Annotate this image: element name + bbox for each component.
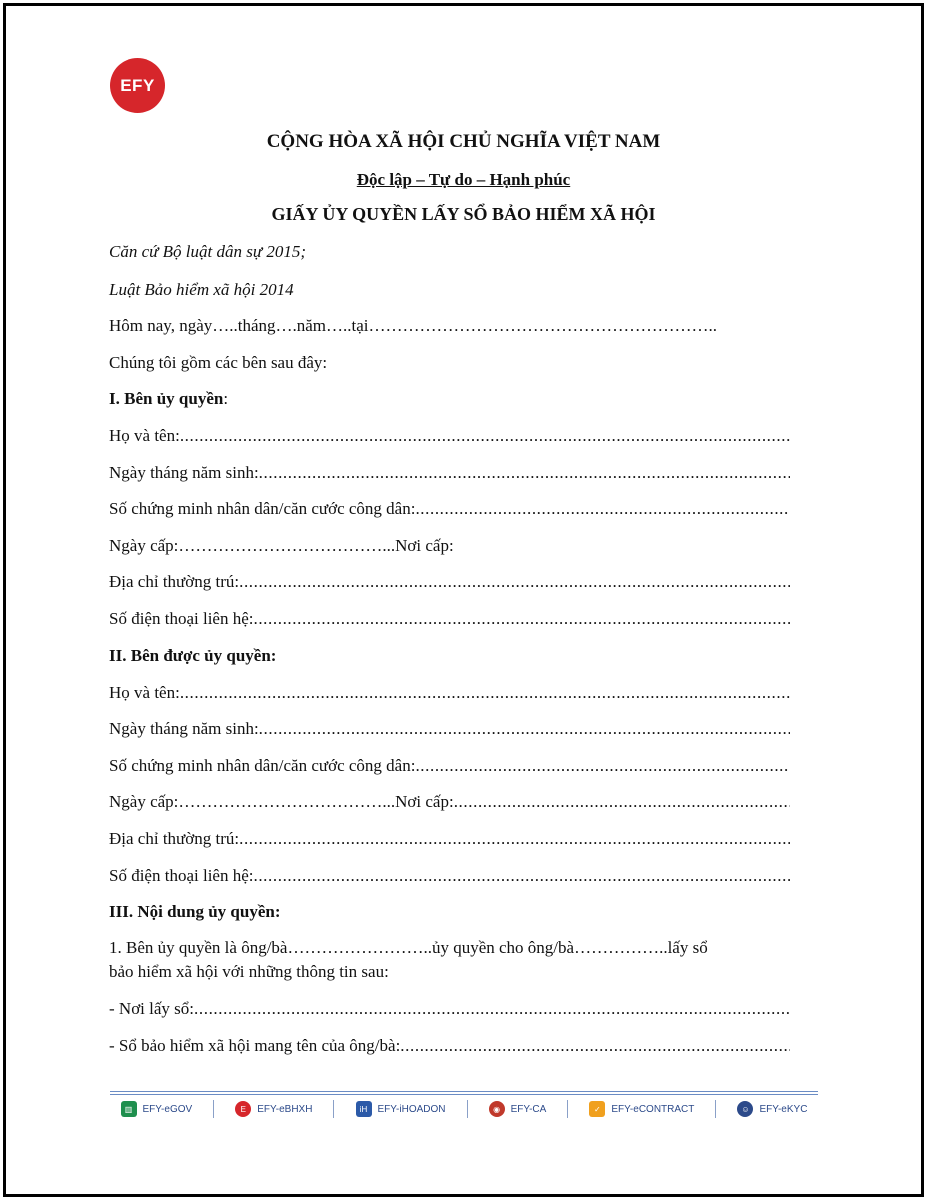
dotted-leader [259,719,790,739]
section-1-heading-text: I. Bên ủy quyền [109,389,224,408]
efy-logo [110,58,165,113]
s2-issue-field[interactable] [109,792,790,812]
s2-phone-field[interactable] [109,866,790,886]
footer-item-ekyc[interactable] [737,1101,807,1117]
basis-line-2: Luật Bảo hiểm xã hội 2014 [109,280,294,299]
dotted-leader [253,866,790,886]
section-2-heading: II. Bên được ủy quyền: [109,646,277,665]
national-title: CỘNG HÒA XÃ HỘI CHỦ NGHĨA VIỆT NAM [266,131,661,152]
footer-label: EFY-eCONTRACT [611,1103,695,1115]
footer-item-ca[interactable] [489,1101,547,1117]
footer-divider [333,1100,334,1118]
footer-item-ebhxh[interactable] [235,1101,312,1117]
s1-id-field[interactable] [109,499,790,519]
s1-name-label: Họ và tên: [109,426,180,445]
footer-label: EFY-eKYC [759,1103,808,1115]
footer-divider [715,1100,716,1118]
contract-icon: ✓ [589,1101,605,1117]
s2-id-label: Số chứng minh nhân dân/căn cước công dân: [109,756,416,775]
s1-issue-field[interactable]: Ngày cấp:………………………………...Nơi cấp: [109,536,454,555]
footer-rule [110,1094,818,1095]
footer-bar [110,1098,818,1120]
dotted-leader [194,999,790,1019]
footer-divider [213,1100,214,1118]
s2-address-label: Địa chỉ thường trú: [109,829,240,848]
s2-id-field[interactable] [109,756,790,776]
dotted-leader [180,426,790,446]
section-3-heading: III. Nội dung ủy quyền: [109,902,281,921]
building-icon: ▥ [121,1101,137,1117]
dotted-leader [239,829,790,849]
dotted-leader [259,463,790,483]
logo-text: EFY [120,75,155,95]
s2-issue-label: Ngày cấp:………………………………...Nơi cấp: [109,792,454,811]
s3-paragraph-line-2: bảo hiểm xã hội với những thông tin sau: [109,962,389,981]
s3-place-label: - Nơi lấy sổ: [109,999,195,1018]
s1-dob-field[interactable] [109,463,790,483]
s1-phone-label: Số điện thoại liên hệ: [109,609,254,628]
efy-circle-icon: E [235,1101,251,1117]
s2-address-field[interactable] [109,829,790,849]
s3-place-field[interactable] [109,999,790,1019]
footer-label: EFY-eBHXH [257,1103,313,1115]
footer-item-econtract[interactable] [589,1101,694,1117]
dotted-leader [253,609,790,629]
s2-dob-label: Ngày tháng năm sinh: [109,719,259,738]
s1-address-label: Địa chỉ thường trú: [109,572,240,591]
dotted-leader [400,1036,790,1056]
s3-paragraph-line-1: 1. Bên ủy quyền là ông/bà……………………..ủy quyền cho ông/bà……………..lấy sổ [109,938,708,957]
date-line: Hôm nay, ngày…..tháng….năm…..tại…………………………………………………….. [109,316,718,335]
national-motto: Độc lập – Tự do – Hạnh phúc [356,170,571,189]
footer-item-egov[interactable] [121,1101,193,1117]
footer-label: EFY-eGOV [142,1103,193,1115]
s1-phone-field[interactable] [109,609,790,629]
dotted-leader [454,792,790,812]
certificate-icon: ◉ [489,1101,505,1117]
s3-owner-label: - Sổ bảo hiểm xã hội mang tên của ông/bà: [109,1036,401,1055]
document-title: GIẤY ỦY QUYỀN LẤY SỔ BẢO HIỂM XÃ HỘI [271,204,656,224]
s2-name-field[interactable] [109,683,790,703]
footer-divider [467,1100,468,1118]
invoice-icon: iH [356,1101,372,1117]
s3-owner-field[interactable] [109,1036,790,1056]
s1-id-label: Số chứng minh nhân dân/căn cước công dân: [109,499,416,518]
section-1-heading-colon: : [223,389,229,408]
section-1-heading [109,389,228,409]
dotted-leader [415,756,790,776]
footer-label: EFY-iHOADON [377,1103,446,1115]
dotted-leader [180,683,790,703]
footer-label: EFY-CA [510,1103,547,1115]
s1-name-field[interactable] [109,426,790,446]
footer-rule [110,1091,818,1092]
dotted-leader [239,572,790,592]
parties-line: Chúng tôi gồm các bên sau đây: [109,353,328,372]
face-check-icon: ☺ [737,1101,753,1117]
s1-address-field[interactable] [109,572,790,592]
s2-dob-field[interactable] [109,719,790,739]
footer-item-ihoadon[interactable] [356,1101,446,1117]
s2-name-label: Họ và tên: [109,683,180,702]
s2-phone-label: Số điện thoại liên hệ: [109,866,254,885]
dotted-leader [415,499,790,519]
s1-dob-label: Ngày tháng năm sinh: [109,463,259,482]
footer-divider [567,1100,568,1118]
basis-line-1: Căn cứ Bộ luật dân sự 2015; [109,242,307,261]
